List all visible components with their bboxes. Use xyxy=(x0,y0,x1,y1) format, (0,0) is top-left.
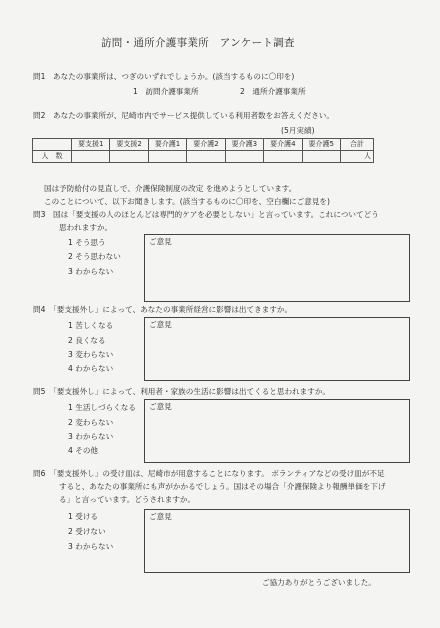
q6-option[interactable]: 2 受けない xyxy=(68,527,106,536)
q3-comment-box[interactable] xyxy=(144,234,410,302)
q3-text-line-2: 思われますか。 xyxy=(59,223,113,232)
table-header-cell: 要介護5 xyxy=(302,139,340,151)
count-cell[interactable] xyxy=(225,151,263,163)
count-cell[interactable] xyxy=(110,151,148,163)
q6-text-line-1: 問6 「要支援外し」の受け皿は、尼崎市が用意することになります。 ボランティアなどの受け皿が不足 xyxy=(33,469,385,478)
row-label: 人 数 xyxy=(33,151,72,163)
intro-line-1: 国は予防給付の見直しで、介護保険制度の改定 を進めようとしています。 xyxy=(44,184,297,193)
table-header-cell: 要介護4 xyxy=(264,139,302,151)
table-header-cell xyxy=(33,139,72,151)
table-header-cell: 要介護1 xyxy=(148,139,186,151)
table-row xyxy=(33,151,374,163)
page-title: 訪問・通所介護事業所 アンケート調査 xyxy=(101,37,295,49)
q6-text-line-2: すると、あなたの事業所にも声がかかるでしょう。国はその場合「介護保険より報酬単価を下げ xyxy=(59,482,386,491)
q6-option[interactable]: 3 わからない xyxy=(68,542,114,551)
q6-comment-box[interactable] xyxy=(144,509,410,573)
q4-option[interactable]: 1 苦しくなる xyxy=(68,321,114,330)
comment-label: ご意見 xyxy=(149,402,172,411)
closing-message: ご協力ありがとうございました。 xyxy=(262,578,376,587)
count-cell[interactable] xyxy=(187,151,225,163)
table-header-cell: 要介護2 xyxy=(187,139,225,151)
q2-text: 問2 あなたの事業所が、尼崎市内でサービス提供している利用者数をお答えください。 xyxy=(33,111,334,120)
q5-text: 問5 「要支援外し」によって、利用者・家族の生活に影響は出てくると思われますか。 xyxy=(33,387,331,396)
q3-text-line-1: 問3 国は「要支援の人のほとんどは専門的ケアを必要としない」と言っています。これについてどう xyxy=(33,210,379,219)
q4-option[interactable]: 4 わからない xyxy=(68,364,114,373)
q4-comment-box[interactable] xyxy=(144,317,410,381)
q4-option[interactable]: 3 変わらない xyxy=(68,350,114,359)
q4-text: 問4 「要支援外し」によって、あなたの事業所経営に影響は出てきますか。 xyxy=(33,305,293,314)
q2-note: (5月実績) xyxy=(281,126,315,135)
q3-option[interactable]: 1 そう思う xyxy=(68,238,106,247)
q6-text-line-3: る」と言っています。どうされますか。 xyxy=(59,495,196,504)
table-header-cell: 要支援1 xyxy=(72,139,110,151)
q5-option[interactable]: 4 その他 xyxy=(68,446,99,455)
user-count-table xyxy=(32,138,374,163)
q3-option[interactable]: 3 わからない xyxy=(68,267,114,276)
q1-option-home-care[interactable]: 1 訪問介護事業所 xyxy=(133,87,199,96)
count-cell[interactable] xyxy=(72,151,110,163)
comment-label: ご意見 xyxy=(149,512,172,521)
q3-option[interactable]: 2 そう思わない xyxy=(68,252,121,261)
q4-option[interactable]: 2 良くなる xyxy=(68,336,106,345)
q5-option[interactable]: 2 変わらない xyxy=(68,418,114,427)
q5-option[interactable]: 3 わからない xyxy=(68,432,114,441)
table-header-cell: 合計 xyxy=(341,139,374,151)
q5-option[interactable]: 1 生活しづらくなる xyxy=(68,403,136,412)
table-header-cell: 要支援2 xyxy=(110,139,148,151)
q6-option[interactable]: 1 受ける xyxy=(68,512,99,521)
q1-option-day-care[interactable]: 2 通所介護事業所 xyxy=(240,87,306,96)
q5-comment-box[interactable] xyxy=(144,399,410,463)
comment-label: ご意見 xyxy=(149,237,172,246)
count-cell[interactable] xyxy=(148,151,186,163)
table-header-cell: 要介護3 xyxy=(225,139,263,151)
total-cell[interactable]: 人 xyxy=(341,151,374,163)
table-header-row xyxy=(33,139,374,151)
count-cell[interactable] xyxy=(264,151,302,163)
count-cell[interactable] xyxy=(302,151,340,163)
comment-label: ご意見 xyxy=(149,320,172,329)
q1-text: 問1 あなたの事業所は、つぎのいずれでしょうか。(該当するものに〇印を) xyxy=(33,72,295,81)
intro-line-2: このことについて、以下お聞きします。(該当するものに〇印を、空白欄にご意見を) xyxy=(44,197,330,206)
